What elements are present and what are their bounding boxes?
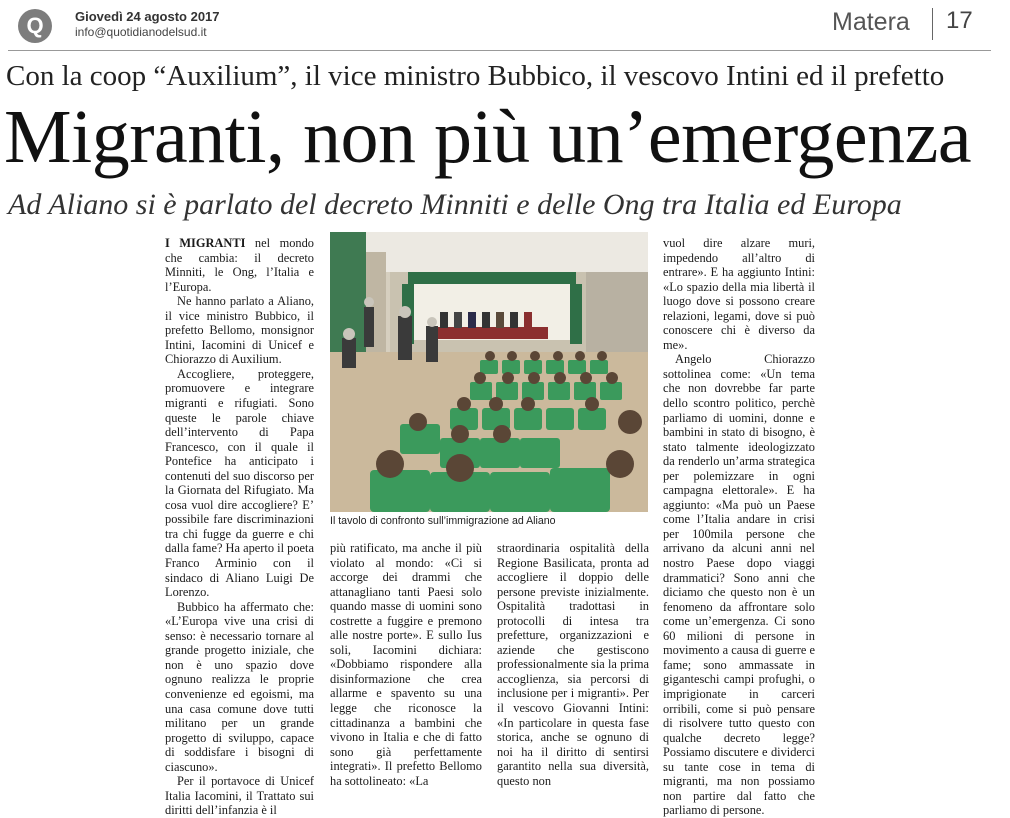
paragraph: straordinaria ospitalità della Regione Basilicata, pronta ad accogliere il doppio delle persone previste inizialmente. Ospitalità tradottasi in protocolli di intesa tra prefetture, organizzazioni e aziende che gestiscono professionalmente sia la prima accoglienza, sia percorsi di inclusione per i migranti». Per il vescovo Giovanni Intini: «In particolare in questa fase storica, anche se ognuno di noi ha il diritto di sentirsi garantito nella sua diversità, questo non [497, 541, 649, 788]
header-rule [8, 50, 991, 51]
page-number: 17 [946, 7, 973, 34]
paragraph: Accogliere, proteggere, promuovere e integrare migranti e rifugiati. Sono queste le parole chiave dell’intervento di Papa Francesco, con il quale il Pontefice ha anticipato i contenuti del suo discorso per la Giornata del Rifugiato. Ma cosa vuol dire accogliere? E’ possibile fare discriminazioni tra chi fugge da guerre e chi dalla fame? Ha aperto il poeta Franco Arminio con il sindaco di Aliano Luigi De Lorenzo. [165, 366, 314, 600]
header-divider [932, 8, 933, 40]
text-column-4 [663, 236, 815, 818]
paragraph: Angelo Chiorazzo sottolinea come: «Un tema che non dovrebbe far parte dello scontro politico, perchè parliamo di uomini, donne e bambini in stato di bisogno, è stato talmente ideologizzato da renderlo un’arma strategica per polemizzare in ogni campagna elettorale». E ha aggiunto: «Ma può un Paese come l’Italia andare in crisi per 100mila persone che arrivano da alcuni anni nel nostro Paese dopo viaggi drammatici? Sono anni che diciamo che questo non è un fenomeno da affrontare solo come un’emergenza. Ci sono 60 milioni di persone in movimento a causa di guerre e fame; sono ammassate in giganteschi campi profughi, o imprigionate in carceri orribili, come si può pensare di risolvere tutto questo con qualche decreto legge? Possiamo discutere e dividerci su tante cose in tema di migranti, ma non possiamo non partire dal fatto che parliamo di persone. [663, 352, 815, 818]
article-kicker: Con la coop “Auxilium”, il vice ministro Bubbico, il vescovo Intini ed il prefetto [6, 60, 945, 92]
conference-photo-illustration [330, 232, 648, 512]
contact-email[interactable]: info@quotidianodelsud.it [75, 25, 207, 39]
paragraph: Bubbico ha affermato che: «L’Europa vive una crisi di senso: è necessario tornare al grande progetto iniziale, che non è uno spazio dove ognuno realizza le proprie convenienze ed egoismi, ma una casa comune dove tutti militano per un grande progetto di sviluppo, capace di soddisfare i bisogni di ciascuno». [165, 599, 314, 774]
paragraph: Ne hanno parlato a Aliano, il vice ministro Bubbico, il prefetto Bellomo, monsignor Intini, Iacomini di Unicef e Chiorazzo di Auxilium. [165, 294, 314, 367]
paragraph: vuol dire alzare muri, impedendo all’altro di entrare». E ha aggiunto Intini: «Lo spazio della mia libertà il luogo dove si possono creare relazioni, legami, dove si può conoscere chi è diverso da me». [663, 236, 815, 352]
section-name: Matera [832, 8, 910, 36]
text-column-2 [330, 541, 482, 788]
article-subhead: Ad Aliano si è parlato del decreto Minniti e delle Ong tra Italia ed Europa [8, 188, 902, 221]
article-photo [330, 232, 648, 512]
lead-in: I MIGRANTI [165, 236, 246, 250]
paragraph: più ratificato, ma anche il più violato al mondo: «Ci si accorge dei drammi che attanagliano tanti Paesi solo quando masse di uomini sono costrette a fuggire e premono alle nostre porte». E sullo Ius soli, Iacomini dichiara: «Dobbiamo rispondere alla disinformazione che crea allarme e spavento su una legge che riconosce la cittadinanza a bambini che vivono in Italia e che di fatto sono già perfettamente integrati». Il prefetto Bellomo ha sottolineato: «La [330, 541, 482, 788]
text-column-1 [165, 236, 314, 818]
paragraph: I MIGRANTI nel mondo che cambia: il decreto Minniti, le Ong, l’Italia e l’Europa. [165, 236, 314, 294]
paragraph: Per il portavoce di Unicef Italia Iacomini, il Trattato sui diritti dell’infanzia è il [165, 774, 314, 818]
newspaper-logo: Q [18, 9, 52, 43]
article-headline: Migranti, non più un’emergenza [4, 95, 972, 179]
issue-date: Giovedì 24 agosto 2017 [75, 9, 220, 24]
text-column-3 [497, 541, 649, 788]
photo-caption: Il tavolo di confronto sull’immigrazione ad Aliano [330, 515, 556, 527]
